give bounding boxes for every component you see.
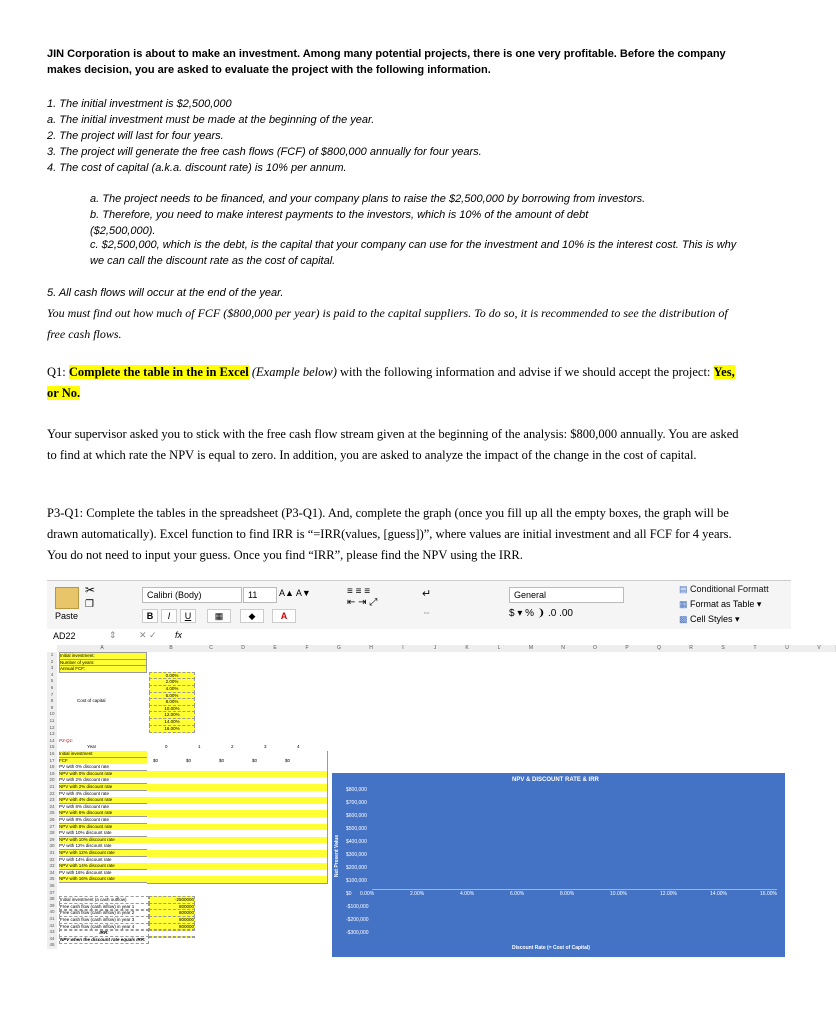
bottom-label: Free cash flow (cash inflow) in year 4 — [59, 923, 149, 931]
row-number[interactable]: 13 — [47, 731, 57, 738]
row-number[interactable]: 23 — [47, 797, 57, 804]
font-size-select[interactable]: 11 — [243, 587, 277, 603]
item-2: 2. The project will last for four years. — [47, 130, 224, 142]
row-number[interactable]: 32 — [47, 857, 57, 864]
x-tick-label: 12.00% — [660, 891, 677, 897]
table-row-label: FCF — [59, 758, 147, 765]
table-row-label: NPV with 6% discount rate — [59, 810, 147, 817]
y-tick-label: -$200,000 — [346, 917, 369, 923]
rate-cell[interactable]: 2.00% — [149, 678, 195, 686]
rate-cell[interactable]: 0.00% — [149, 672, 195, 680]
table-row-label: NPV with 16% discount rate — [59, 876, 147, 883]
align-icons[interactable]: ≡ ≡ ≡ ⇤ ⇥ ⤢ — [347, 586, 378, 608]
rate-cell[interactable]: 4.00% — [149, 685, 195, 693]
item-1: 1. The initial investment is $2,500,000 — [47, 98, 232, 110]
row-number[interactable]: 45 — [47, 942, 57, 949]
font-name-select[interactable]: Calibri (Body) — [142, 587, 242, 603]
row-number[interactable]: 36 — [47, 883, 57, 890]
year-label: Year — [87, 744, 97, 750]
row-number[interactable]: 4 — [47, 672, 57, 679]
chart-title: NPV & DISCOUNT RATE & IRR — [512, 777, 599, 783]
x-tick-label: 0.00% — [360, 891, 375, 897]
table-row-label: PV with 2% discount rate — [59, 777, 147, 784]
row-number[interactable]: 11 — [47, 718, 57, 725]
sub-item-a: a. The project needs to be financed, and your company plans to raise the $2,500,000 by borrowing from investors. — [90, 193, 646, 205]
q1-label: Q1: — [47, 365, 69, 379]
table-row-label: NPV with 4% discount rate — [59, 797, 147, 804]
table-row-cells[interactable] — [147, 876, 328, 884]
top-label: Number of years: — [59, 659, 147, 667]
year-cell: 3 — [264, 744, 267, 750]
column-header[interactable]: L — [483, 645, 516, 652]
row-number[interactable]: 20 — [47, 777, 57, 784]
merge-icon[interactable]: ⇔ — [422, 607, 431, 617]
column-header[interactable]: C — [195, 645, 228, 652]
row-number[interactable]: 15 — [47, 744, 57, 751]
y-tick-label: -$300,000 — [346, 930, 369, 936]
fcf-value: $0 — [252, 757, 258, 763]
borders-icon[interactable]: ▦ — [207, 609, 231, 623]
x-axis-label: Discount Rate (= Cost of Capital) — [512, 945, 590, 951]
font-color-icon[interactable]: A — [272, 609, 296, 623]
year-cell: 2 — [231, 744, 234, 750]
rate-cell[interactable]: 16.00% — [149, 725, 195, 733]
column-header[interactable]: B — [147, 645, 196, 652]
row-number[interactable]: 38 — [47, 896, 57, 903]
column-header[interactable]: O — [579, 645, 612, 652]
column-header[interactable]: F — [291, 645, 324, 652]
row-number[interactable]: 39 — [47, 903, 57, 910]
column-header[interactable]: I — [387, 645, 420, 652]
y-tick-label: $0 — [346, 891, 352, 897]
row-number[interactable]: 16 — [47, 751, 57, 758]
bottom-value[interactable]: 800000 — [149, 916, 195, 924]
y-tick-label: $100,000 — [346, 878, 367, 884]
cost-of-capital-label: Cost of capital — [77, 698, 106, 704]
table-row-label: PV with 6% discount rate — [59, 804, 147, 811]
row-number[interactable]: 42 — [47, 923, 57, 930]
rate-cell[interactable]: 12.00% — [149, 711, 195, 719]
font-grow-icon[interactable]: A▲ A▼ — [279, 588, 311, 598]
row-number[interactable]: 26 — [47, 817, 57, 824]
fcf-value: $0 — [219, 757, 225, 763]
row-number[interactable]: 3 — [47, 665, 57, 672]
bottom-value[interactable]: -2500000 — [149, 896, 195, 904]
bottom-value[interactable]: 800000 — [149, 903, 195, 911]
y-tick-label: $500,000 — [346, 826, 367, 832]
table-row-label: NPV with 10% discount rate — [59, 837, 147, 844]
rate-cell[interactable]: 14.00% — [149, 718, 195, 726]
x-tick-label: 14.00% — [710, 891, 727, 897]
row-number[interactable]: 12 — [47, 725, 57, 732]
year-cell: 4 — [297, 744, 300, 750]
table-row-label: PV with 0% discount rate — [59, 764, 147, 771]
cell-styles-label: Cell Styles — [690, 614, 733, 624]
column-header[interactable]: T — [739, 645, 772, 652]
bottom-value[interactable]: 800000 — [149, 923, 195, 931]
italic-button[interactable]: I — [161, 609, 177, 623]
intro-heading: JIN Corporation is about to make an investment. Among many potential projects, there is one very profitable. Before the company makes decision, you are asked to evaluate the project with the following information. — [47, 48, 726, 76]
sub-item-c: c. $2,500,000, which is the debt, is the capital that your company can use for the investment and 10% is the interest cost. This is why we can call the discount rate as the cost of capital. — [90, 239, 737, 267]
row-number[interactable]: 17 — [47, 758, 57, 765]
underline-button[interactable]: U — [180, 609, 196, 623]
row-number[interactable]: 22 — [47, 791, 57, 798]
y-tick-label: $600,000 — [346, 813, 367, 819]
row-number[interactable]: 1 — [47, 652, 57, 659]
bottom-value[interactable] — [149, 929, 195, 931]
formula-bar — [47, 629, 791, 646]
row-number[interactable]: 41 — [47, 916, 57, 923]
table-row-label: PV with 12% discount rate — [59, 843, 147, 850]
y-tick-label: $400,000 — [346, 839, 367, 845]
q1-highlight-1: Complete the table in the in Excel — [68, 365, 249, 379]
row-number[interactable]: 35 — [47, 876, 57, 883]
x-tick-label: 6.00% — [510, 891, 525, 897]
column-header[interactable]: S — [707, 645, 740, 652]
cell-styles-button[interactable]: ▩ Cell Styles ▾ — [679, 614, 740, 624]
row-number[interactable]: 29 — [47, 837, 57, 844]
bottom-label: Free cash flow (cash inflow) in year 2 — [59, 909, 149, 917]
column-header[interactable]: J — [419, 645, 452, 652]
column-header[interactable]: R — [675, 645, 708, 652]
copy-icon[interactable]: ❐ — [85, 599, 94, 610]
bottom-value[interactable]: 800000 — [149, 909, 195, 917]
section-label: P3-Q1: — [59, 737, 74, 743]
rate-cell[interactable]: 10.00% — [149, 705, 195, 713]
row-number[interactable]: 43 — [47, 929, 57, 936]
row-number[interactable]: 9 — [47, 705, 57, 712]
y-axis-label: Net Present Value — [334, 834, 341, 878]
column-header[interactable]: G — [323, 645, 356, 652]
cancel-icon[interactable]: ✕ ✓ — [139, 630, 157, 640]
q1-rest: with the following information and advise if we should accept the project: — [336, 365, 714, 379]
x-tick-label: 2.00% — [410, 891, 425, 897]
q1-highlight-2: Yes, or No. — [47, 365, 735, 400]
fcf-value: $0 — [186, 757, 192, 763]
nav-icon[interactable]: ⇕ — [109, 630, 117, 640]
q1-paragraph — [47, 362, 747, 404]
fx-label: fx — [175, 630, 183, 640]
bold-button[interactable]: B — [142, 609, 158, 623]
column-header[interactable]: M — [515, 645, 548, 652]
table-row-label: NPV with 14% discount rate — [59, 863, 147, 870]
row-number[interactable]: 2 — [47, 659, 57, 666]
name-box[interactable]: AD22 — [53, 631, 76, 641]
row-number[interactable]: 7 — [47, 692, 57, 699]
column-header[interactable]: N — [547, 645, 580, 652]
item-3: 3. The project will generate the free cash flows (FCF) of $800,000 annually for four years. — [47, 146, 482, 158]
bottom-label: Free cash flow (cash inflow) in year 3 — [59, 916, 149, 924]
bottom-label: Initial investment (a cash outflow) — [59, 896, 149, 904]
column-header[interactable]: K — [451, 645, 484, 652]
number-format-icons[interactable]: $ ▾ % ❩ .0 .00 — [509, 608, 573, 619]
table-row-label: Initial investment — [59, 751, 147, 758]
column-header[interactable]: A — [57, 645, 148, 652]
fill-color-icon[interactable]: ◆ — [240, 609, 264, 623]
table-row-label: NPV with 0% discount rate — [59, 771, 147, 778]
fcf-value: $0 — [153, 757, 159, 763]
column-header[interactable]: Q — [643, 645, 676, 652]
row-number[interactable]: 31 — [47, 850, 57, 857]
supervisor-text: Your supervisor asked you to stick with the free cash flow stream given at the beginning of the analysis: $800,000 annually. You are asked to find at which rate the NPV is equal to zero. In addition, you are asked to analyze the impact of the change in the cost of capital. — [47, 427, 739, 462]
sub-item-b: b. Therefore, you need to make interest payments to the investors, which is 10% of the amount of debt ($2,500,000). — [90, 209, 589, 237]
x-tick-label: 4.00% — [460, 891, 475, 897]
rate-cell[interactable]: 8.00% — [149, 698, 195, 706]
row-number[interactable]: 5 — [47, 678, 57, 685]
p3-text: P3-Q1: Complete the tables in the spreadsheet (P3-Q1). And, complete the graph (once you fill up all the empty boxes, the graph will be drawn automatically). Excel function to find IRR is “=IRR(values, [guess])”, where values are initial investment and all FCF for 4 years. You do not need to input your guess. Once you find “IRR”, please find the NPV using the IRR. — [47, 506, 732, 562]
y-tick-label: $200,000 — [346, 865, 367, 871]
column-header[interactable]: P — [611, 645, 644, 652]
top-label: Annual FCF: — [59, 665, 147, 673]
bottom-label: NPV when the discount rate equals IRR: — [59, 936, 149, 944]
row-number[interactable]: 28 — [47, 830, 57, 837]
excel-ribbon — [47, 580, 791, 630]
table-row-label: NPV with 2% discount rate — [59, 784, 147, 791]
top-label: Initial investment: — [59, 652, 147, 660]
year-cell: 1 — [198, 744, 201, 750]
row-number[interactable]: 19 — [47, 771, 57, 778]
row-number[interactable]: 21 — [47, 784, 57, 791]
wrap-text-icon[interactable]: ↵ — [422, 588, 432, 600]
item-1a: a. The initial investment must be made at the beginning of the year. — [47, 114, 375, 126]
bottom-label: IRR: — [59, 929, 149, 937]
column-header[interactable]: H — [355, 645, 388, 652]
fcf-value: $0 — [285, 757, 291, 763]
row-number[interactable]: 30 — [47, 843, 57, 850]
column-header[interactable]: U — [771, 645, 804, 652]
q1-example: (Example below) — [248, 365, 337, 379]
y-tick-label: -$100,000 — [346, 904, 369, 910]
conditional-format-label: Conditional Formatt — [690, 584, 769, 594]
find-text: You must find out how much of FCF ($800,000 per year) is paid to the capital suppliers. To do so, it is recommended to see the distribution of free cash flows. — [47, 306, 728, 341]
row-number[interactable]: 37 — [47, 890, 57, 897]
column-header[interactable]: E — [259, 645, 292, 652]
cut-icon[interactable]: ✂ — [85, 583, 96, 597]
row-number[interactable]: 24 — [47, 804, 57, 811]
row-number[interactable]: 18 — [47, 764, 57, 771]
y-tick-label: $300,000 — [346, 852, 367, 858]
row-number[interactable]: 27 — [47, 824, 57, 831]
table-row-label: PV with 8% discount rate — [59, 817, 147, 824]
y-tick-label: $700,000 — [346, 800, 367, 806]
table-row-label: PV with 16% discount rate — [59, 870, 147, 877]
x-axis-line — [372, 889, 777, 890]
paste-label: Paste — [55, 611, 79, 621]
number-format-select[interactable]: General — [509, 587, 624, 603]
bottom-value[interactable] — [149, 936, 195, 938]
table-row-label: PV with 10% discount rate — [59, 830, 147, 837]
item-5: 5. All cash flows will occur at the end of the year. — [47, 287, 284, 299]
row-number[interactable]: 10 — [47, 711, 57, 718]
conditional-format-button[interactable]: ▤ Conditional Formatt — [679, 584, 769, 594]
x-tick-label: 8.00% — [560, 891, 575, 897]
row-number[interactable]: 14 — [47, 738, 57, 745]
row-number[interactable]: 44 — [47, 936, 57, 943]
spreadsheet-grid[interactable] — [47, 645, 821, 951]
x-tick-label: 16.00% — [760, 891, 777, 897]
row-number[interactable]: 6 — [47, 685, 57, 692]
row-number[interactable]: 33 — [47, 863, 57, 870]
x-tick-label: 10.00% — [610, 891, 627, 897]
row-number[interactable]: 25 — [47, 810, 57, 817]
row-number[interactable]: 34 — [47, 870, 57, 877]
table-row-label: NPV with 12% discount rate — [59, 850, 147, 857]
table-row-label: PV with 4% discount rate — [59, 791, 147, 798]
year-cell: 0 — [165, 744, 168, 750]
rate-cell[interactable]: 6.00% — [149, 692, 195, 700]
bottom-label: Free cash flow (cash inflow) in year 1 — [59, 903, 149, 911]
column-header[interactable]: V — [803, 645, 836, 652]
format-table-button[interactable]: ▦ Format as Table ▾ — [679, 599, 762, 609]
format-table-label: Format as Table — [690, 599, 755, 609]
row-number[interactable]: 40 — [47, 909, 57, 916]
npv-chart[interactable] — [332, 773, 785, 957]
item-4: 4. The cost of capital (a.k.a. discount rate) is 10% per annum. — [47, 162, 347, 174]
table-row-label: NPV with 8% discount rate — [59, 824, 147, 831]
row-number[interactable]: 8 — [47, 698, 57, 705]
y-tick-label: $800,000 — [346, 787, 367, 793]
paste-icon[interactable] — [55, 587, 79, 609]
column-header[interactable]: D — [227, 645, 260, 652]
table-row-label: PV with 14% discount rate — [59, 857, 147, 864]
